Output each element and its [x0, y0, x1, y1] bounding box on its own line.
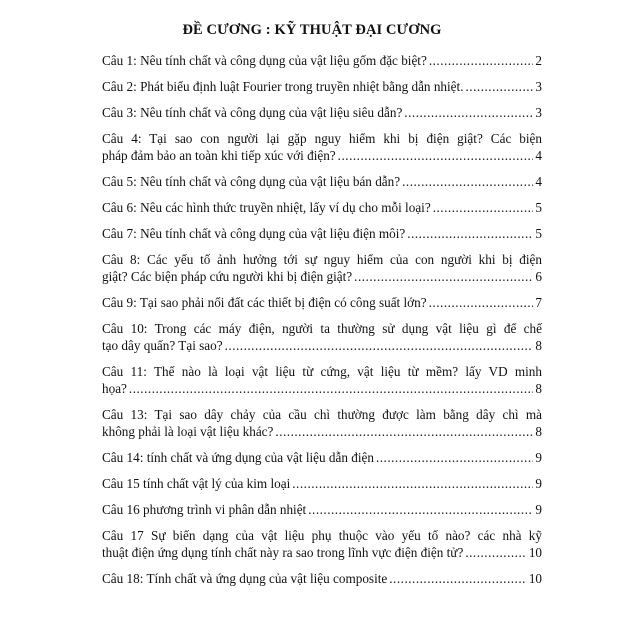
toc-entry-row — [102, 173, 542, 190]
toc-entry-row — [102, 449, 542, 466]
toc-page-number: 9 — [535, 502, 542, 517]
dot-leader — [389, 570, 527, 587]
toc-entry-text: Câu 2: Phát biểu định luật Fourier trong truyền nhiệt bằng dẫn nhiệt. — [102, 79, 464, 94]
toc-entry-text: Câu 11: Thế nào là loại vật liệu từ cứng, vật liệu từ mềm? lấy VD minh — [102, 364, 542, 379]
toc-page-number: 10 — [528, 571, 542, 586]
toc-entry-text: Câu 6: Nêu các hình thức truyền nhiệt, lấy ví dụ cho mỗi loại? — [102, 200, 431, 215]
toc-page-number: 8 — [535, 424, 542, 439]
toc-entry-text: Câu 18: Tính chất và ứng dụng của vật liệu composite — [102, 571, 388, 586]
toc-entry-row — [102, 380, 542, 397]
toc-entry — [102, 104, 542, 121]
toc-page-number: 3 — [535, 105, 542, 120]
toc-page-number: 10 — [528, 545, 542, 560]
dot-leader — [404, 104, 533, 121]
toc-entry-text: Câu 17 Sự biến dạng của vật liệu phụ thuộc vào yếu tố nào? các nhà kỹ — [102, 528, 542, 543]
toc-entry-text: Câu 4: Tại sao con người lại gặp nguy hiểm khi bị điện giật? Các biện — [102, 131, 542, 146]
document-title: ĐỀ CƯƠNG : KỸ THUẬT ĐẠI CƯƠNG — [182, 22, 442, 38]
toc-entry-text: Câu 15 tính chất vật lý của kim loại — [102, 476, 291, 491]
toc-entry — [102, 251, 542, 285]
toc-entry — [102, 199, 542, 216]
toc-entry-row — [102, 268, 542, 285]
toc-page-number: 5 — [535, 226, 542, 241]
dot-leader — [376, 449, 533, 466]
toc-entry-text: thuật điện ứng dụng tính chất này ra sao trong lĩnh vực điện điện tử? — [102, 545, 464, 560]
toc-page-number: 6 — [535, 269, 542, 284]
toc-entry-text: Câu 8: Các yếu tố ảnh hưởng tới sự nguy hiểm của con người khi bị điện — [102, 252, 542, 267]
toc-entry — [102, 130, 542, 164]
table-of-contents — [102, 52, 542, 596]
toc-page-number: 8 — [535, 381, 542, 396]
toc-page-number: 4 — [535, 148, 542, 163]
toc-entry — [102, 78, 542, 95]
toc-entry-text: Câu 5: Nêu tính chất và công dụng của vật liệu bán dẫn? — [102, 174, 401, 189]
toc-entry — [102, 406, 542, 440]
toc-entry — [102, 294, 542, 311]
dot-leader — [402, 173, 533, 190]
toc-entry-row — [102, 104, 542, 121]
toc-entry-text: giật? Các biện pháp cứu người khi bị điện giật? — [102, 269, 353, 284]
toc-entry-row — [102, 475, 542, 492]
dot-leader — [275, 423, 533, 440]
dot-leader — [429, 294, 534, 311]
dot-leader — [308, 501, 533, 518]
toc-entry-row — [102, 294, 542, 311]
toc-entry-text: Câu 9: Tại sao phải nối đất các thiết bị điện có công suất lớn? — [102, 295, 427, 310]
toc-entry-text: không phải là loại vật liệu khác? — [102, 424, 274, 439]
toc-entry — [102, 52, 542, 69]
toc-entry — [102, 173, 542, 190]
toc-entry-text: Câu 14: tính chất và ứng dụng của vật liệu dẫn điện — [102, 450, 374, 465]
dot-leader — [433, 199, 534, 216]
dot-leader — [292, 475, 533, 492]
toc-entry-text: Câu 3: Nêu tính chất và công dụng của vật liệu siêu dẫn? — [102, 105, 403, 120]
toc-entry-row — [102, 199, 542, 216]
toc-page-number: 9 — [535, 450, 542, 465]
toc-entry — [102, 501, 542, 518]
toc-page-number: 2 — [535, 53, 542, 68]
toc-entry-row — [102, 570, 542, 587]
toc-page-number: 4 — [535, 174, 542, 189]
toc-entry-text: Câu 16 phương trình vi phân dẫn nhiệt — [102, 502, 307, 517]
toc-entry-text: Câu 1: Nêu tính chất và công dụng của vật liệu gốm đặc biệt? — [102, 53, 427, 68]
toc-entry — [102, 475, 542, 492]
toc-entry-text: Câu 7: Nêu tính chất và công dụng của vật liệu điện môi? — [102, 226, 406, 241]
toc-entry — [102, 449, 542, 466]
toc-page-number: 3 — [535, 79, 542, 94]
toc-page-number: 7 — [535, 295, 542, 310]
toc-entry — [102, 225, 542, 242]
toc-page-number: 5 — [535, 200, 542, 215]
dot-leader — [338, 147, 534, 164]
dot-leader — [407, 225, 533, 242]
dot-leader — [465, 544, 527, 561]
dot-leader — [429, 52, 534, 69]
toc-entry-row — [102, 423, 542, 440]
toc-entry-row — [102, 337, 542, 354]
toc-entry — [102, 363, 542, 397]
toc-entry-text: tạo dây quấn? Tại sao? — [102, 338, 223, 353]
toc-entry — [102, 527, 542, 561]
toc-entry-text: họa? — [102, 381, 127, 396]
toc-page-number: 8 — [535, 338, 542, 353]
toc-entry-row — [102, 501, 542, 518]
toc-entry-row — [102, 544, 542, 561]
toc-entry — [102, 320, 542, 354]
dot-leader — [466, 78, 534, 95]
dot-leader — [129, 380, 534, 397]
toc-entry-text: Câu 10: Trong các máy điện, người ta thường sử dụng vật liệu gì để chế — [102, 321, 542, 336]
toc-entry-text: pháp đảm bảo an toàn khi tiếp xúc với điện? — [102, 148, 336, 163]
dot-leader — [225, 337, 534, 354]
toc-entry — [102, 570, 542, 587]
toc-entry-row — [102, 78, 542, 95]
toc-entry-text: Câu 13: Tại sao dây chảy của cầu chì thường được làm bằng dây chì mà — [102, 407, 542, 422]
toc-entry-row — [102, 225, 542, 242]
toc-page-number: 9 — [535, 476, 542, 491]
dot-leader — [354, 268, 533, 285]
toc-entry-row — [102, 147, 542, 164]
toc-entry-row — [102, 52, 542, 69]
